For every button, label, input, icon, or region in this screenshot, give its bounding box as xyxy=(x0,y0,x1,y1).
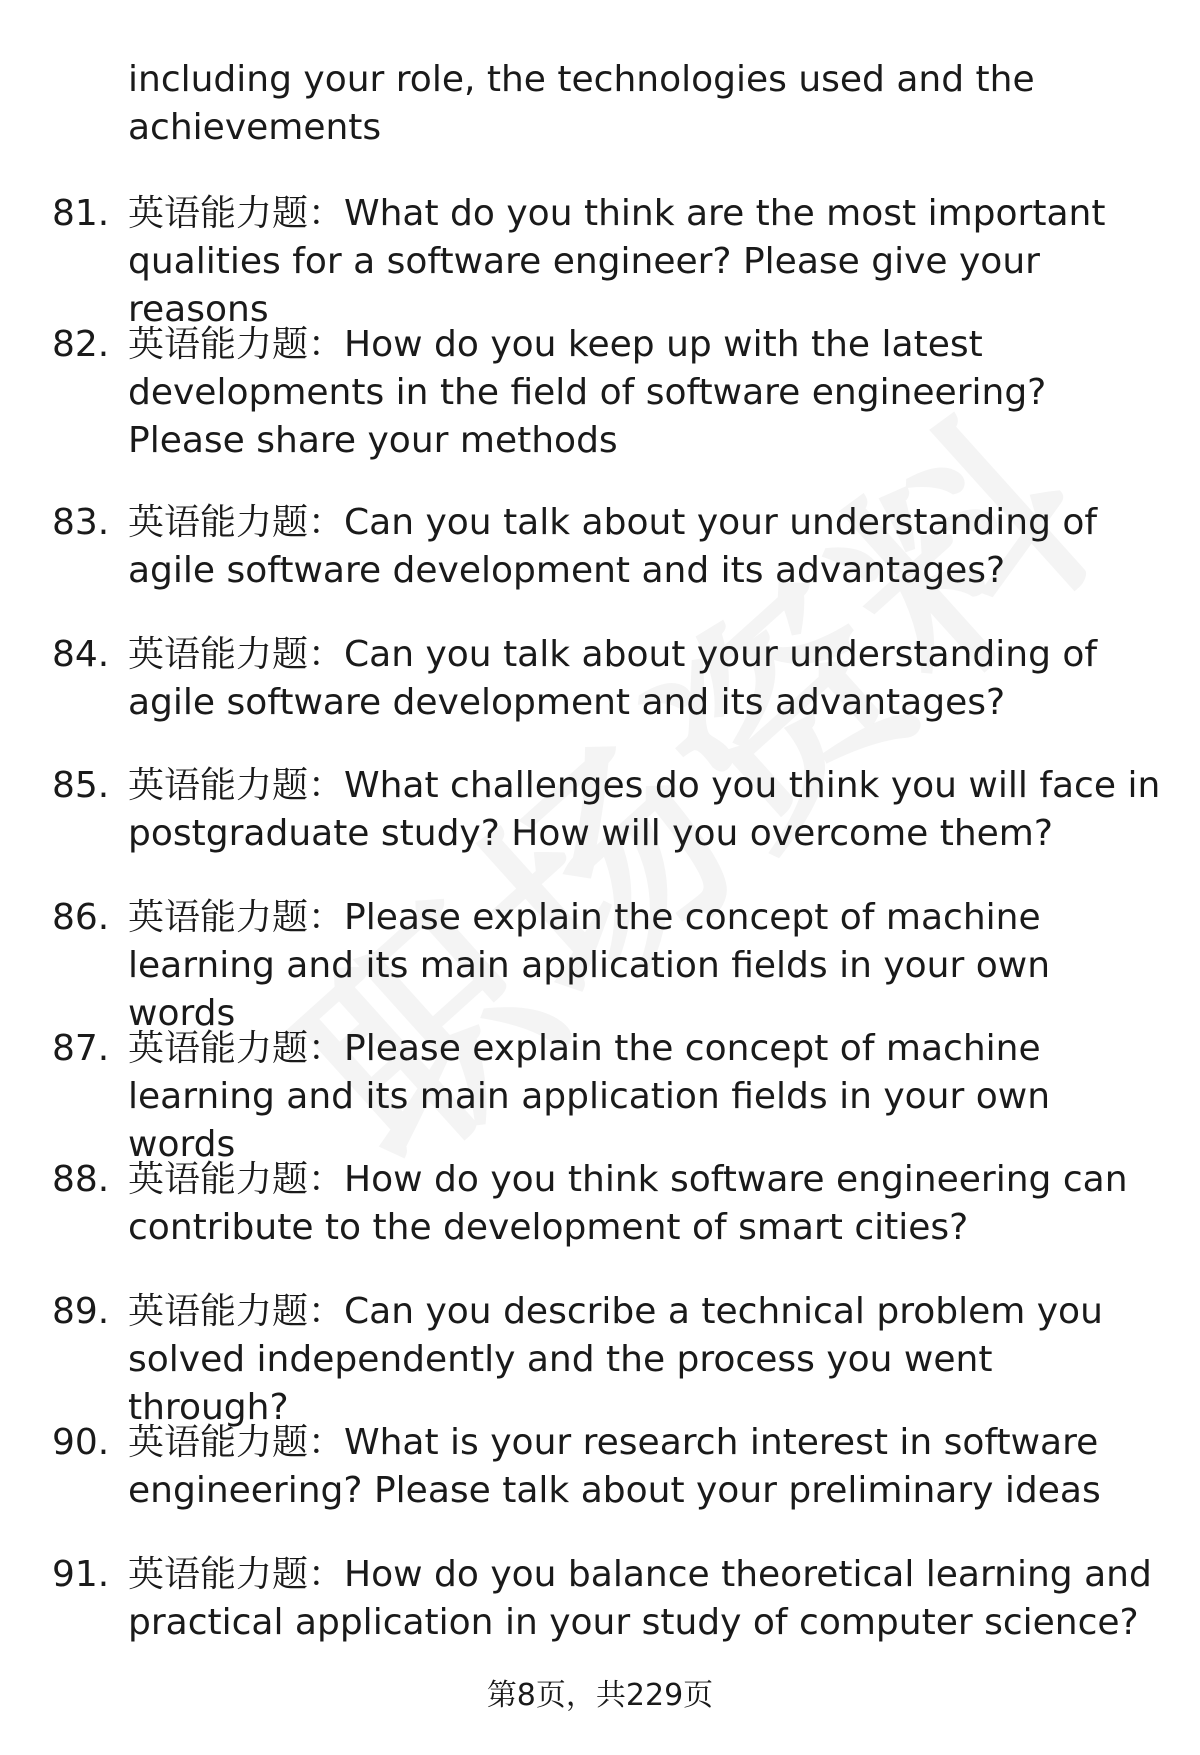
question-prefix: 英语能力题： xyxy=(128,1553,345,1595)
question-number: 81. xyxy=(52,193,110,234)
question-body: What is your research interest in software engineering? Please talk about your preliminary ideas xyxy=(128,1422,1101,1512)
question-prefix: 英语能力题： xyxy=(128,1290,345,1332)
question-number: 90. xyxy=(52,1422,110,1464)
question-prefix: 英语能力题： xyxy=(128,1159,345,1201)
question-body: What do you think are the most important qualities for a software engineer? Please give your reasons xyxy=(128,193,1106,330)
question-text xyxy=(128,321,1163,465)
question-prefix: 英语能力题： xyxy=(128,1027,345,1069)
question-prefix: 英语能力题： xyxy=(128,193,345,234)
question-prefix: 英语能力题： xyxy=(128,633,345,675)
question-number: 88. xyxy=(52,1159,110,1201)
question-text xyxy=(128,1551,1163,1647)
question-body: How do you keep up with the latest developments in the field of software engineering? Please share your methods xyxy=(128,324,1047,462)
question-body: How do you balance theoretical learning and practical application in your study of computer science? xyxy=(128,1553,1152,1643)
question-prefix: 英语能力题： xyxy=(128,502,345,544)
list-item xyxy=(0,1011,1200,1165)
question-body: Can you talk about your understanding of agile software development and its advantages? xyxy=(128,502,1098,592)
list-item xyxy=(0,176,1200,330)
question-prefix: 英语能力题： xyxy=(128,1422,345,1464)
question-number: 86. xyxy=(52,896,110,938)
question-body: Please explain the concept of machine learning and its main application fields in your own words xyxy=(128,896,1051,1034)
question-text xyxy=(128,762,1163,858)
list-item xyxy=(0,1142,1200,1273)
question-number: 85. xyxy=(52,765,110,807)
question-prefix: 英语能力题： xyxy=(128,765,345,807)
question-body: Please explain the concept of machine learning and its main application fields in your own words xyxy=(128,1027,1051,1165)
continued-question-text: including your role, the technologies used and the achievements xyxy=(128,59,1035,148)
list-item xyxy=(0,880,1200,1034)
question-body: Can you talk about your understanding of agile software development and its advantages? xyxy=(128,633,1098,723)
question-text xyxy=(128,1419,1163,1515)
question-text xyxy=(128,1156,1163,1252)
list-item xyxy=(0,617,1200,748)
list-item xyxy=(0,1274,1200,1428)
question-prefix: 英语能力题： xyxy=(128,896,345,938)
question-text xyxy=(128,631,1163,727)
page-footer: 第8页，共229页 xyxy=(486,1678,714,1713)
list-item xyxy=(0,485,1200,616)
question-number: 84. xyxy=(52,633,110,675)
list-item xyxy=(0,307,1200,485)
list-item xyxy=(0,748,1200,879)
question-list xyxy=(0,176,1200,1668)
question-number: 82. xyxy=(52,324,110,366)
question-text xyxy=(128,499,1163,595)
list-item xyxy=(0,1405,1200,1536)
list-item xyxy=(0,1537,1200,1668)
question-body: Can you describe a technical problem you solved independently and the process you went through? xyxy=(128,1290,1103,1428)
question-number: 89. xyxy=(52,1290,110,1332)
question-number: 91. xyxy=(52,1553,110,1595)
question-body: How do you think software engineering can contribute to the development of smart cities? xyxy=(128,1159,1128,1249)
question-number: 87. xyxy=(52,1027,110,1069)
question-prefix: 英语能力题： xyxy=(128,324,345,366)
question-body: What challenges do you think you will face in postgraduate study? How will you overcome them? xyxy=(128,765,1161,855)
question-number: 83. xyxy=(52,502,110,544)
